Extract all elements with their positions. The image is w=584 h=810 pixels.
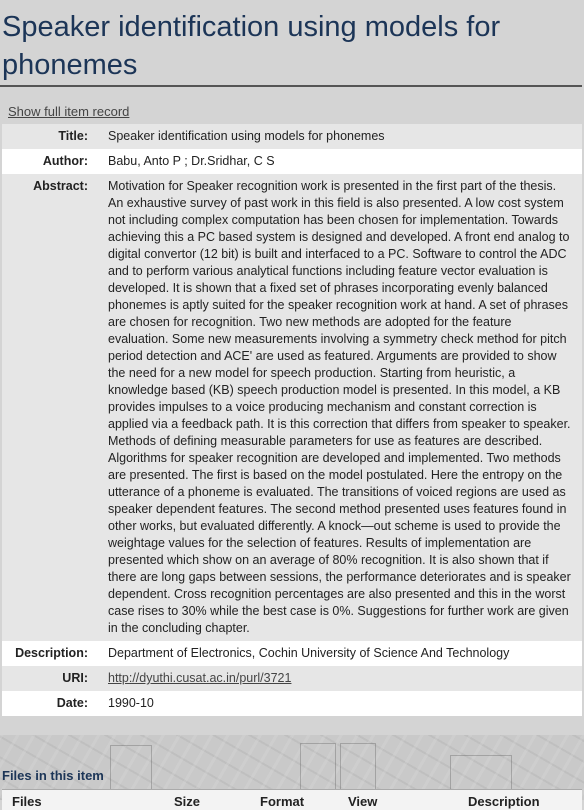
page-title: Speaker identification using models for phonemes [2,11,501,81]
metadata-label: Author: [42,154,88,168]
metadata-value: 1990-10 [108,696,154,710]
title-divider [0,85,582,87]
show-full-item-record-link[interactable]: Show full item record [8,104,130,119]
files-section-heading: Files in this item [2,768,104,783]
metadata-label: URI: [62,671,88,685]
metadata-row-author [2,149,582,174]
metadata-row-description [2,641,582,666]
metadata-row-abstract [2,174,582,641]
metadata-label: Abstract: [33,179,88,193]
metadata-label: Title: [58,129,88,143]
metadata-row-title [2,124,582,149]
metadata-table [2,124,582,716]
files-column-header: Files [12,794,42,809]
abstract-text: Motivation for Speaker recognition work is presented in the first part of the thesis. An exhaustive survey of past work in this field is also presented. A low cost system not including complex computation has been chosen for implementation. Towards achieving this a PC based system is designed and developed. A front end analog to digital convertor (12 bit) is built and interfaced to a PC. Software to control the ADC and to perform various analytical functions including feature vector evaluation is developed. It is shown that a fixed set of phrases incorporating evenly balanced phonemes is aptly suited for the speaker recognition work at hand. A set of phrases are chosen for recognition. Two new methods are adopted for the feature evaluation. Some new measurements involving a symmetry check method for pitch period detection and ACE' are used as featured. Arguments are provided to show the need for a new model for speech production. Starting from heuristic, a knowledge based (KB) speech production model is presented. In this model, a KB provides impulses to a voice producing mechanism and constant correction is applied via a feedback path. It is this correction that differs from speaker to speaker. Methods of defining measurable parameters for use as features are described. Algorithms for speaker recognition are developed and implemented. Two methods are presented. The first is based on the model postulated. Here the entropy on the utterance of a phoneme is evaluated. The transitions of voiced regions are used as speaker dependent features. The second method presented uses features found in other works, but evaluated differently. A knock—out scheme is used to provide the weightage values for the selection of features. Results of implementation are presented which show on an average of 80% recognition. It is also shown that if there are long gaps between sessions, the performance deteriorates and is speaker dependent. Cross recognition percentages are also presented and this in the worst case rises to 30% while the best case is 0%. Suggestions for further work are given in the concluding chapter. [108,179,571,635]
files-column-header: Size [174,794,201,809]
files-column-header: Description [468,794,540,809]
metadata-label: Description: [15,646,88,660]
metadata-value [108,666,582,691]
files-column-header: View [348,794,378,809]
metadata-row-uri [2,666,582,691]
metadata-value: Speaker identification using models for phonemes [108,129,385,143]
files-column-header: Format [260,794,305,809]
uri-link[interactable]: http://dyuthi.cusat.ac.in/purl/3721 [108,671,292,685]
metadata-row-date [2,691,582,716]
metadata-label: Date: [56,696,88,710]
metadata-value: Babu, Anto P ; Dr.Sridhar, C S [108,154,275,168]
metadata-value: Department of Electronics, Cochin University of Science And Technology [108,646,510,660]
